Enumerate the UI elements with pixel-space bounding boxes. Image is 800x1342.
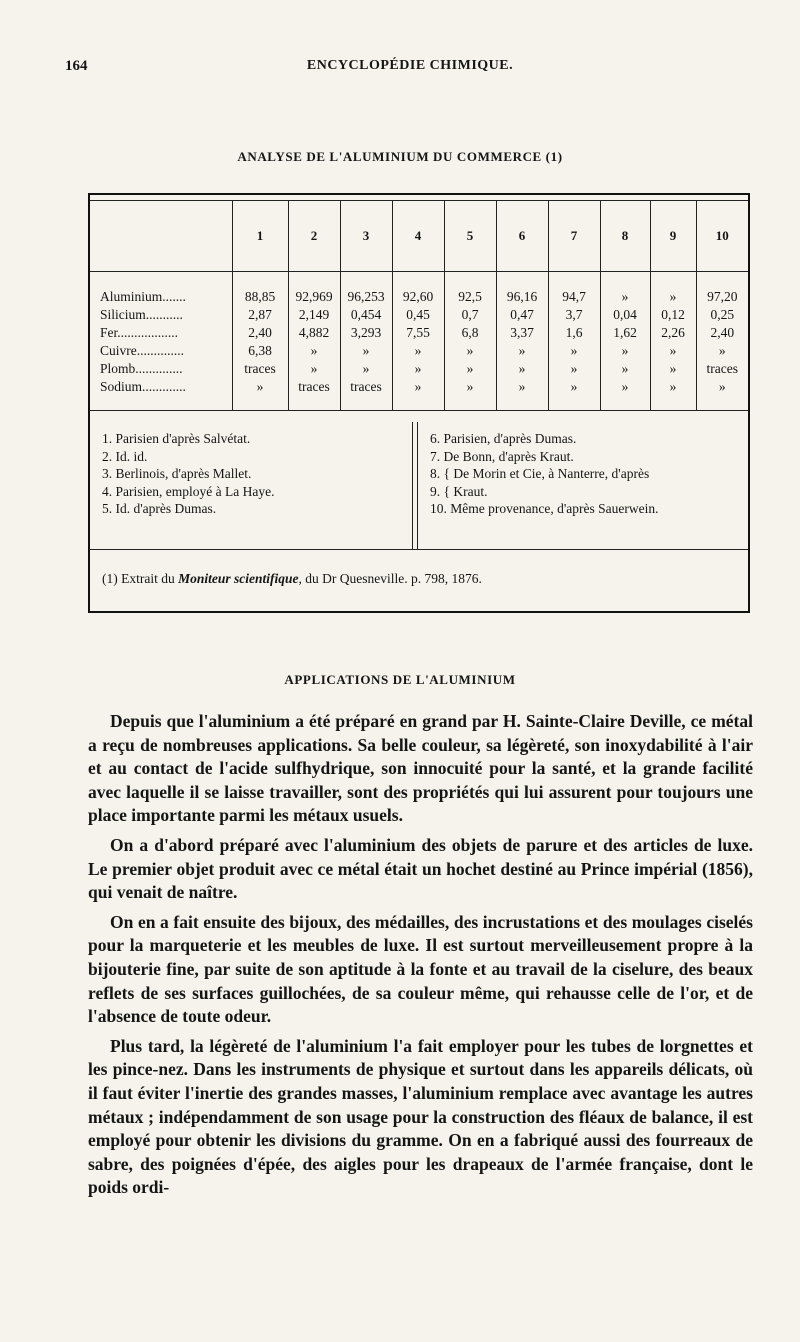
table-row (90, 306, 748, 324)
table-cell: 7,55 (392, 324, 444, 342)
table-cell: » (340, 342, 392, 360)
note-item: 6. Parisien, d'après Dumas. (430, 431, 577, 446)
column-header: 7 (548, 201, 600, 272)
paragraph: Depuis que l'aluminium a été préparé en grand par H. Sainte-Claire Deville, ce métal a reçu de nombreuses applications. Sa belle couleur, sa légèreté, son inoxydabilité à l'air et au contact de l'acide sulfhydrique, son innocuité pour la santé, et la grande facilité avec laquelle il se laisse travailler, sont des propriétés qui lui assurent pour toujours une place importante parmi les métaux usuels. (88, 711, 753, 826)
table-cell: 96,253 (340, 272, 392, 307)
table-cell: » (600, 360, 650, 378)
column-header: 5 (444, 201, 496, 272)
table-cell: 0,25 (696, 306, 748, 324)
table-cell: 0,12 (650, 306, 696, 324)
footnote-source: Moniteur scientifique (178, 571, 299, 586)
table-cell: » (696, 342, 748, 360)
table-cell: 97,20 (696, 272, 748, 307)
column-header: 10 (696, 201, 748, 272)
table-cell: 6,38 (232, 342, 288, 360)
table-row (90, 324, 748, 342)
table-cell: 6,8 (444, 324, 496, 342)
table-row (90, 378, 748, 411)
table-cell: » (650, 378, 696, 411)
paragraph: Plus tard, la légèreté de l'aluminium l'a fait employer pour les tubes de lorgnettes et les pince-nez. Dans les instruments de physique et surtout dans les appareils délicats, où il faut éviter l'inertie des grandes masses, l'aluminium remplace avec avantage les autres métaux ; indépendamment de son usage pour la construction des fléaux de balance, il est employé pour obtenir les divisions du gramme. On en a fabriqué aussi des fourreaux de sabre, des poignées d'épée, des aigles pour les drapeaux de l'armée française, dont le poids ordi- (88, 1035, 753, 1198)
table-cell: » (548, 378, 600, 411)
table-cell: 88,85 (232, 272, 288, 307)
column-header: 2 (288, 201, 340, 272)
table-cell: » (444, 360, 496, 378)
table-cell: » (600, 272, 650, 307)
table-cell: 2,40 (232, 324, 288, 342)
notes-right-column (430, 430, 740, 518)
table-row (90, 360, 748, 378)
table-cell: » (548, 360, 600, 378)
table-row (90, 272, 748, 307)
analysis-table-frame (88, 193, 750, 613)
column-header: 6 (496, 201, 548, 272)
table-cell: 94,7 (548, 272, 600, 307)
row-label: Plomb.............. (100, 361, 183, 376)
table-cell: 1,62 (600, 324, 650, 342)
paragraph: On a d'abord préparé avec l'aluminium des objets de parure et des articles de luxe. Le premier objet produit avec ce métal était un hochet destiné au Prince impérial (1856), qui venait de naître. (88, 834, 753, 903)
note-item: 9. { Kraut. (430, 483, 488, 499)
table-cell: 96,16 (496, 272, 548, 307)
table-cell: 0,454 (340, 306, 392, 324)
notes-left-column (102, 430, 412, 518)
table-cell: 2,26 (650, 324, 696, 342)
table-cell: » (496, 378, 548, 411)
table-cell: 3,37 (496, 324, 548, 342)
table-cell: traces (696, 360, 748, 378)
table-row (90, 342, 748, 360)
table-cell: traces (232, 360, 288, 378)
table-cell: 92,969 (288, 272, 340, 307)
table-cell: 2,40 (696, 324, 748, 342)
column-header: 3 (340, 201, 392, 272)
footnote-suffix: , du Dr Quesneville. p. 798, 1876. (298, 571, 482, 586)
table-cell: » (696, 378, 748, 411)
running-head: ENCYCLOPÉDIE CHIMIQUE. (306, 58, 514, 73)
note-item: 1. Parisien d'après Salvétat. (102, 431, 251, 446)
table-cell: » (600, 378, 650, 411)
row-label: Fer.................. (100, 325, 179, 340)
row-label: Cuivre.............. (100, 343, 184, 358)
footnote (102, 571, 482, 587)
table-cell: » (496, 360, 548, 378)
note-item: 10. Même provenance, d'après Sauerwein. (430, 501, 659, 516)
table-cell: » (496, 342, 548, 360)
note-item: 2. Id. id. (102, 448, 148, 464)
row-label: Silicium........... (100, 307, 183, 322)
row-label: Aluminium....... (100, 289, 186, 304)
note-item: 3. Berlinois, d'après Mallet. (102, 466, 252, 481)
table-cell: » (600, 342, 650, 360)
column-header: 4 (392, 201, 444, 272)
table-cell: 2,149 (288, 306, 340, 324)
table-cell: 0,47 (496, 306, 548, 324)
section-heading: APPLICATIONS DE L'ALUMINIUM (284, 672, 516, 687)
analysis-table (90, 200, 748, 411)
table-cell: 1,6 (548, 324, 600, 342)
table-cell: 3,7 (548, 306, 600, 324)
paragraph: On en a fait ensuite des bijoux, des médailles, des incrustations et des moulages ciselés pour la marqueterie et les meubles de luxe. Il est surtout merveilleusement propre à la bijouterie fine, par suite de son aptitude à la fonte et au travail de la ciselure, des beaux reflets de ses surfaces guillochées, de sa couleur même, qui rehausse celle de l'or, et de l'absence de toute odeur. (88, 911, 753, 1027)
note-item: 7. De Bonn, d'après Kraut. (430, 448, 574, 464)
table-cell: traces (340, 378, 392, 411)
table-cell: » (392, 378, 444, 411)
table-cell: » (392, 342, 444, 360)
table-cell: » (392, 360, 444, 378)
table-cell: » (444, 378, 496, 411)
row-label: Sodium............. (90, 378, 232, 411)
note-item: 4. Parisien, employé à La Haye. (102, 483, 275, 499)
column-header: 9 (650, 201, 696, 272)
table-cell: » (288, 342, 340, 360)
table-cell: 0,04 (600, 306, 650, 324)
table-notes (90, 422, 748, 550)
notes-divider (412, 422, 418, 550)
table-cell: » (288, 360, 340, 378)
table-cell: 0,7 (444, 306, 496, 324)
table-cell: » (444, 342, 496, 360)
table-cell: » (232, 378, 288, 411)
page-header (65, 58, 755, 82)
table-header-row (90, 201, 748, 272)
table-cell: 0,45 (392, 306, 444, 324)
note-item: 8. { De Morin et Cie, à Nanterre, d'après (430, 466, 650, 481)
note-item: 5. Id. d'après Dumas. (102, 501, 217, 516)
table-title: ANALYSE DE L'ALUMINIUM DU COMMERCE (1) (237, 149, 563, 164)
page-number: 164 (65, 58, 88, 74)
table-cell: 2,87 (232, 306, 288, 324)
table-cell: » (650, 342, 696, 360)
table-cell: 4,882 (288, 324, 340, 342)
table-cell: 3,293 (340, 324, 392, 342)
table-cell: 92,5 (444, 272, 496, 307)
column-header: 8 (600, 201, 650, 272)
body-text (88, 710, 753, 1206)
footnote-prefix: (1) Extrait du (102, 571, 179, 586)
column-header: 1 (232, 201, 288, 272)
notes-rule (90, 549, 748, 550)
table-cell: » (650, 360, 696, 378)
table-cell: 92,60 (392, 272, 444, 307)
column-header (90, 201, 232, 272)
table-cell: traces (288, 378, 340, 411)
table-cell: » (650, 272, 696, 307)
table-cell: » (548, 342, 600, 360)
table-cell: » (340, 360, 392, 378)
